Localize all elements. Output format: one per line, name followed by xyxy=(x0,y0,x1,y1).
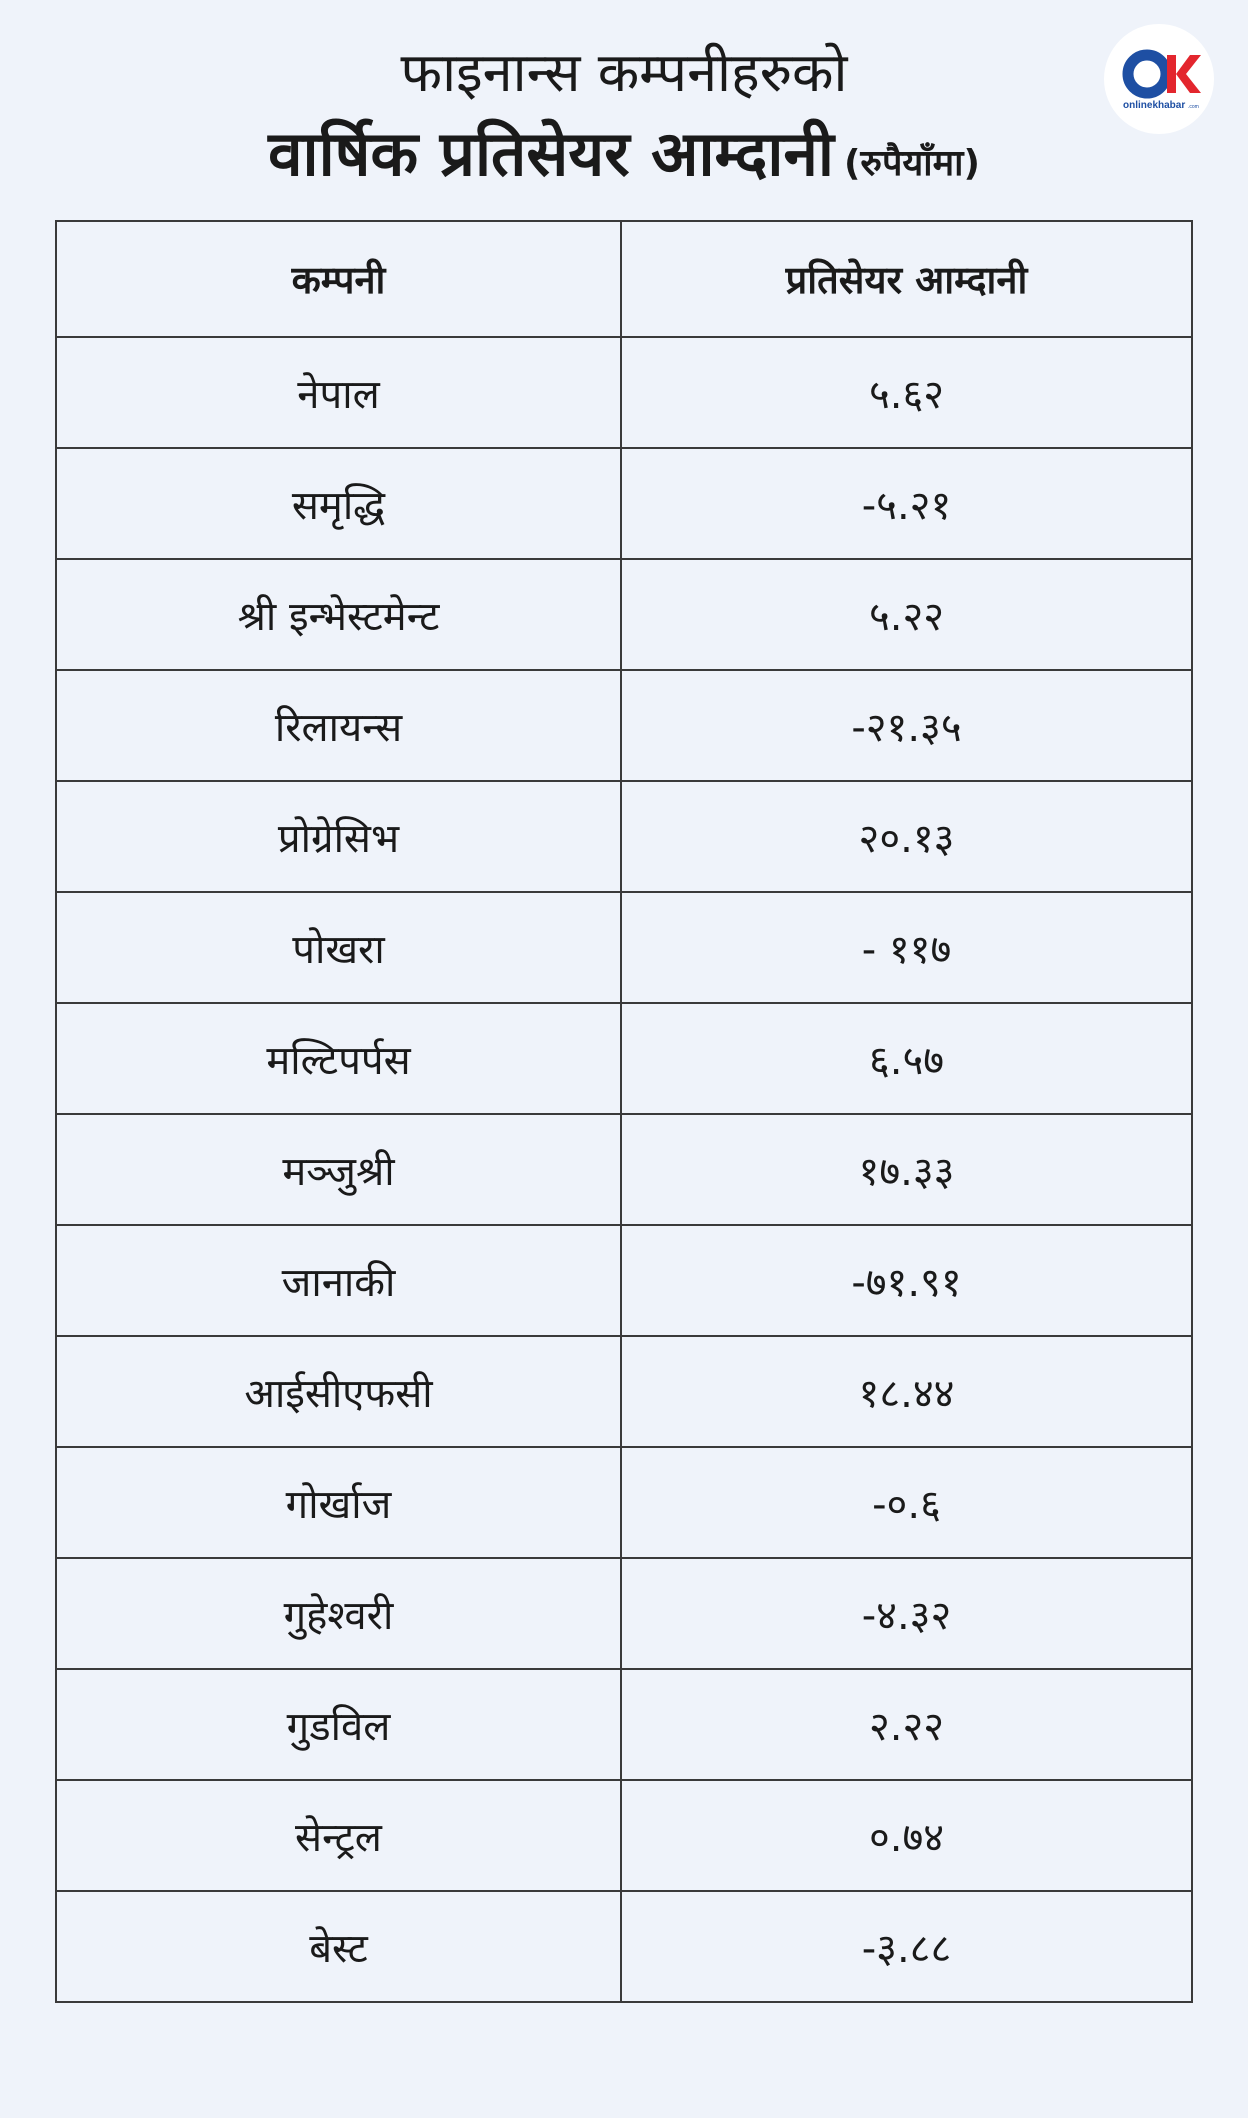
table-row xyxy=(56,1780,1192,1891)
company-name-cell: मञ्जुश्री xyxy=(56,1114,621,1225)
page-title: फाइनान्स कम्पनीहरुको xyxy=(400,41,848,104)
subtitle-unit: (रुपैयाँमा) xyxy=(843,143,980,184)
table-header-row xyxy=(56,221,1192,337)
eps-value-cell: १८.४४ xyxy=(621,1336,1192,1447)
ok-logo-icon xyxy=(1104,24,1214,134)
eps-value-cell: -२१.३५ xyxy=(621,670,1192,781)
table-row xyxy=(56,1447,1192,1558)
company-name-cell: गुहेश्वरी xyxy=(56,1558,621,1669)
table-row xyxy=(56,1891,1192,2002)
eps-value-cell: -३.८८ xyxy=(621,1891,1192,2002)
table-row xyxy=(56,448,1192,559)
company-name-cell: समृद्धि xyxy=(56,448,621,559)
column-header-eps: प्रतिसेयर आम्दानी xyxy=(621,221,1192,337)
logo-text: onlinekhabar xyxy=(1123,100,1186,111)
table-row xyxy=(56,670,1192,781)
eps-value-cell: - ११७ xyxy=(621,892,1192,1003)
logo-suffix: .com xyxy=(1188,104,1199,110)
company-name-cell: नेपाल xyxy=(56,337,621,448)
table-row xyxy=(56,1558,1192,1669)
table-row xyxy=(56,781,1192,892)
company-name-cell: श्री इन्भेस्टमेन्ट xyxy=(56,559,621,670)
company-name-cell: रिलायन्स xyxy=(56,670,621,781)
company-name-cell: गोर्खाज xyxy=(56,1447,621,1558)
table-row xyxy=(56,1225,1192,1336)
onlinekhabar-logo xyxy=(1104,24,1214,134)
eps-value-cell: -५.२१ xyxy=(621,448,1192,559)
eps-value-cell: ६.५७ xyxy=(621,1003,1192,1114)
eps-value-cell: -४.३२ xyxy=(621,1558,1192,1669)
company-name-cell: सेन्ट्रल xyxy=(56,1780,621,1891)
page-subtitle xyxy=(0,112,1248,212)
company-name-cell: मल्टिपर्पस xyxy=(56,1003,621,1114)
company-name-cell: जानाकी xyxy=(56,1225,621,1336)
table-row xyxy=(56,559,1192,670)
company-name-cell: प्रोग्रेसिभ xyxy=(56,781,621,892)
table-row xyxy=(56,1114,1192,1225)
table-row xyxy=(56,1669,1192,1780)
company-name-cell: बेस्ट xyxy=(56,1891,621,2002)
table-row xyxy=(56,892,1192,1003)
table-row xyxy=(56,1336,1192,1447)
eps-value-cell: १७.३३ xyxy=(621,1114,1192,1225)
eps-value-cell: ०.७४ xyxy=(621,1780,1192,1891)
company-name-cell: आईसीएफसी xyxy=(56,1336,621,1447)
eps-table xyxy=(55,220,1193,2003)
table-row xyxy=(56,1003,1192,1114)
eps-value-cell: -७१.९१ xyxy=(621,1225,1192,1336)
table-body xyxy=(56,337,1192,2002)
eps-value-cell: २.२२ xyxy=(621,1669,1192,1780)
column-header-company: कम्पनी xyxy=(56,221,621,337)
table-row xyxy=(56,337,1192,448)
subtitle-main: वार्षिक प्रतिसेयर आम्दानी xyxy=(268,117,834,190)
eps-value-cell: -०.६ xyxy=(621,1447,1192,1558)
company-name-cell: गुडविल xyxy=(56,1669,621,1780)
eps-value-cell: २०.१३ xyxy=(621,781,1192,892)
eps-value-cell: ५.२२ xyxy=(621,559,1192,670)
eps-value-cell: ५.६२ xyxy=(621,337,1192,448)
eps-table-container xyxy=(55,220,1191,2003)
company-name-cell: पोखरा xyxy=(56,892,621,1003)
